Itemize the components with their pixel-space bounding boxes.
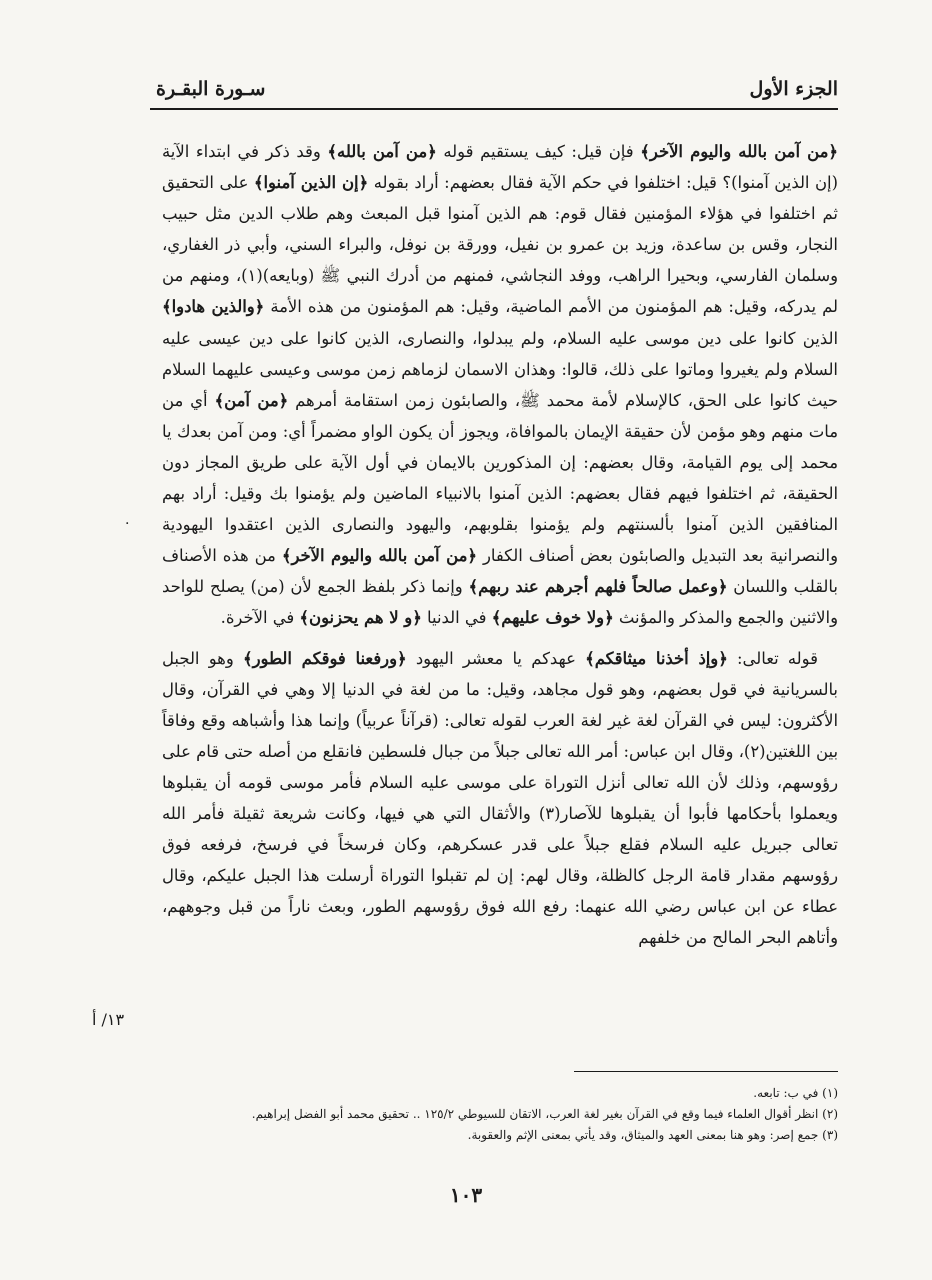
verse-quote: ﴿من آمن بالله واليوم الآخر﴾ bbox=[640, 142, 839, 161]
verse-quote: ﴿ورفعنا فوقكم الطور﴾ bbox=[242, 648, 407, 668]
commentary-text: وإنما ذكر بلفظ الجمع لأن (من) يصلح للواحد والاثنين والجمع والمذكر والمؤنث bbox=[162, 577, 838, 628]
verse-quote: ﴿ولا خوف عليهم﴾ bbox=[491, 608, 614, 628]
footnote-2: (٢) انظر أقوال العلماء فيما وقع في القرآن بغير لغة العرب، الاتقان للسيوطي ١٢٥/٢ .. تحقيق محمد أبو الفضل إبراهيم. bbox=[251, 1107, 838, 1121]
surah-title: سـورة البقـرة bbox=[156, 78, 266, 100]
page-number: ١٠٣ bbox=[449, 1183, 483, 1207]
verse-quote: ﴿من آمن بالله﴾ bbox=[327, 142, 437, 161]
commentary-text: وهو الجبل بالسريانية في قول بعضهم، وهو قول مجاهد، وقيل: ما من لغة في الدنيا إلا وهي في القرآن، وقال الأكثرون: ليس في القرآن لغة غير لغة العرب لقوله تعالى: (قرآناً عربياً) وإنما هذا وأشباهه وقع وفاقاً بين اللغتين(٢)، وقال ابن عباس: أمر الله تعالى جبلاً من جبال فلسطين فانقلع من أصله حتى قام على رؤوسهم، وذلك لأن الله تعالى أنزل التوراة على موسى عليه السلام فأمر موسى قومه أن يقبلوها ويعملوا بأحكامها فأبوا أن يقبلوها للآصار(٣) والأثقال التي هي فيها، وكانت شريعة ثقيلة فأمر الله تعالى جبريل عليه السلام فقلع جبلاً على قدر عسكرهم، وكان فرسخاً في فرسخ، فرفعه فوق رؤوسهم مقدار قامة الرجل كالظلة، وقال لهم: إن لم تقبلوا التوراة أرسلت هذا الجبل عليكم، وقال عطاء عن ابن عباس رضي الله عنهما: رفع الله فوق رؤوسهم الطور، وبعث ناراً من قبل وجوههم، وأتاهم البحر المالح من خلفهم bbox=[162, 648, 838, 948]
paragraph-2 bbox=[162, 643, 838, 954]
verse-quote: ﴿والذين هادوا﴾ bbox=[162, 297, 265, 317]
paragraph-1 bbox=[162, 136, 838, 634]
commentary-text: فإن قيل: كيف يستقيم قوله bbox=[436, 142, 641, 161]
commentary-text: في الآخرة. bbox=[220, 608, 300, 628]
commentary-text: على التحقيق ثم اختلفوا في هؤلاء المؤمنين فقال قوم: هم الذين آمنوا قبل المبعث وهم طلاب الدين مثل حبيب النجار، وقس بن ساعدة، وزيد بن عمرو بن نفيل، وورقة بن نوفل، والبراء السني، وأبي ذر الغفاري، وسلمان الفارسي، وبحيرا الراهب، ووفد النجاشي، فمنهم من أدرك النبي ﷺ (وبايعه)(١)، ومنهم من لم يدركه، وقيل: هم المؤمنون من الأمم الماضية، وقيل: هم المؤمنون من هذه الأمة bbox=[162, 173, 838, 317]
commentary-text: أي من مات منهم وهو مؤمن لأن حقيقة الإيمان بالموافاة، ويجوز أن يكون الواو مضمراً أي: ومن آمن بعدك يا محمد إلى يوم القيامة، وقال بعضهم: إن المذكورين بالايمان في أول الآية على طريق المجاز دون الحقيقة، ثم اختلفوا فيهم فقال بعضهم: الذين آمنوا بالانبياء الماضين ولم يؤمنوا بك وقيل: أراد بهم المنافقين الذين آمنوا بألسنتهم ولم يؤمنوا بقلوبهم، واليهود والنصارى الذين اعتقدوا اليهودية والنصرانية بعد التبديل والصابئون بعض أصناف الكفار bbox=[162, 390, 838, 566]
footnote-3: (٣) جمع إصر: وهو هنا بمعنى العهد والميثاق، وقد يأتي بمعنى الإثم والعقوبة. bbox=[467, 1128, 838, 1142]
verse-quote: ﴿وإذ أخذنا ميثاقكم﴾ bbox=[585, 648, 728, 668]
verse-quote: ﴿من آمن﴾ bbox=[214, 390, 289, 410]
verse-quote: ﴿وعمل صالحاً فلهم أجرهم عند ربهم﴾ bbox=[468, 577, 728, 597]
verse-quote: ﴿و لا هم يحزنون﴾ bbox=[299, 608, 422, 628]
main-text bbox=[162, 136, 838, 953]
footnote-divider bbox=[574, 1071, 838, 1072]
footnote-1: (١) في ب: تابعه. bbox=[753, 1086, 838, 1100]
scan-mark: . bbox=[125, 512, 130, 528]
commentary-text: في الدنيا bbox=[421, 608, 492, 628]
commentary-text: وقد ذكر في ابتداء الآية (إن الذين آمنوا)؟ قيل: اختلفوا في حكم الآية فقال بعضهم: أراد بقوله bbox=[162, 142, 838, 193]
verse-quote: ﴿إن الذين آمنوا﴾ bbox=[253, 173, 369, 193]
page-header bbox=[150, 74, 838, 110]
commentary-text: قوله تعالى: bbox=[727, 648, 818, 668]
verse-quote: ﴿من آمن بالله واليوم الآخر﴾ bbox=[281, 546, 477, 566]
manuscript-folio-ref: ١٣/ أ bbox=[92, 1010, 125, 1029]
commentary-text: عهدكم يا معشر اليهود bbox=[406, 648, 586, 668]
commentary-text: الذين كانوا على دين موسى عليه السلام، ولم يبدلوا، والنصارى، الذين كانوا على دين عيسى عليه السلام ولم يغيروا وماتوا على ذلك، قالوا: وهذان الاسمان لزماهم زمن موسى وعيسى عليهما السلام حيث كانوا على الحق، كالإسلام لأمة محمد ﷺ، والصابئون زمن استقامة أمرهم bbox=[162, 328, 838, 410]
commentary-text: من هذه الأصناف بالقلب واللسان bbox=[162, 546, 838, 597]
part-title: الجزء الأول bbox=[749, 78, 838, 100]
footnotes bbox=[162, 1083, 838, 1146]
